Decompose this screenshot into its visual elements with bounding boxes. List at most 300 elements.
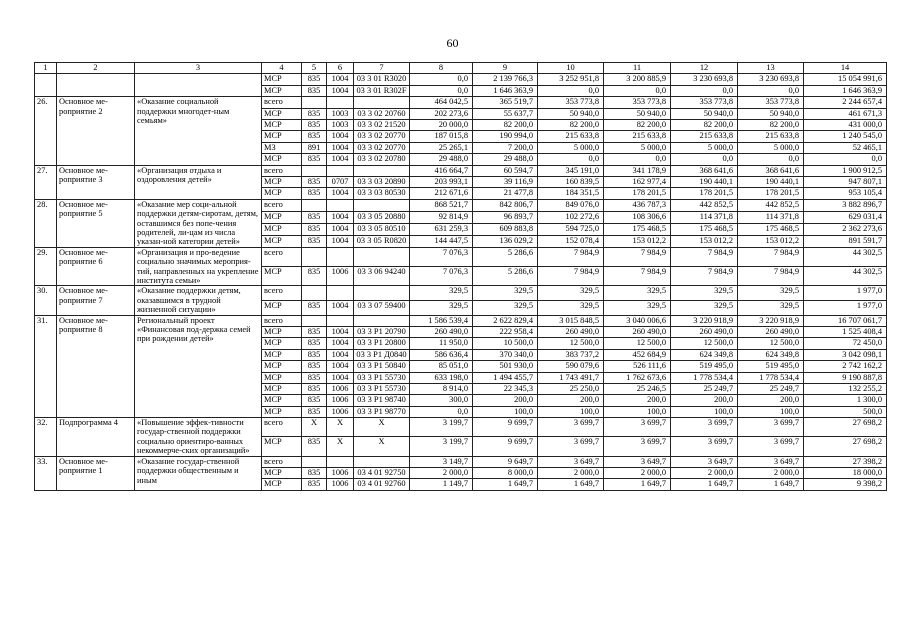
amount-cell: 82 200,0	[738, 119, 804, 130]
event-name-cell: Основное ме-роприятие 1	[57, 456, 135, 490]
amount-cell: 501 930,0	[473, 361, 538, 372]
ministry-code-cell: 835	[302, 349, 327, 360]
amount-cell: 18 000,0	[804, 468, 887, 479]
amount-cell: 7 984,9	[671, 267, 738, 286]
section-code-cell: 1004	[327, 300, 354, 315]
amount-cell: 175 468,5	[671, 223, 738, 235]
amount-cell: 108 306,6	[604, 211, 671, 223]
target-article-cell: 03 3 02 20780	[354, 154, 410, 165]
column-number-header: 4	[262, 63, 302, 74]
amount-cell: 1 778 534,4	[671, 372, 738, 383]
executor-cell: МСР	[262, 131, 302, 142]
column-number-header: 8	[410, 63, 473, 74]
target-article-cell	[354, 315, 410, 326]
amount-cell: 0,0	[538, 154, 604, 165]
budget-table	[34, 62, 887, 491]
amount-cell: 21 477,8	[473, 188, 538, 199]
amount-cell: 0,0	[671, 85, 738, 96]
target-article-cell: 03 3 02 20770	[354, 142, 410, 153]
amount-cell: 50 940,0	[738, 108, 804, 119]
event-description-cell: «Оказание поддержки детям, оказавшимся в трудной жизненной ситуации»	[135, 286, 262, 315]
amount-cell: 215 633,8	[738, 131, 804, 142]
amount-cell: 300,0	[410, 395, 473, 406]
amount-cell: 3 699,7	[671, 437, 738, 456]
amount-cell: 260 490,0	[671, 326, 738, 337]
event-description-cell: «Организация отдыха и оздоровления детей»	[135, 165, 262, 199]
amount-cell: 442 852,5	[671, 199, 738, 211]
section-code-cell: 1006	[327, 395, 354, 406]
executor-cell: МСР	[262, 267, 302, 286]
event-description-cell: «Оказание государ-ственной поддержки общественным и иным	[135, 456, 262, 490]
amount-cell: 3 699,7	[671, 418, 738, 437]
amount-cell: 260 490,0	[604, 326, 671, 337]
row-number-cell: 29.	[35, 247, 57, 286]
amount-cell: 2 000,0	[671, 468, 738, 479]
event-name-cell	[57, 74, 135, 97]
amount-cell: 200,0	[604, 395, 671, 406]
target-article-cell: 03 4 01 92750	[354, 468, 410, 479]
amount-cell: 50 940,0	[604, 108, 671, 119]
target-article-cell	[354, 97, 410, 108]
amount-cell: 0,0	[604, 154, 671, 165]
amount-cell: 2 000,0	[538, 468, 604, 479]
executor-cell: МСР	[262, 361, 302, 372]
event-name-cell: Основное ме-роприятие 8	[57, 315, 135, 418]
amount-cell: 436 787,3	[604, 199, 671, 211]
executor-cell: МСР	[262, 437, 302, 456]
amount-cell: 2 244 657,4	[804, 97, 887, 108]
amount-cell: 3 199,7	[410, 437, 473, 456]
amount-cell: 152 078,4	[538, 235, 604, 247]
amount-cell: 953 105,4	[804, 188, 887, 199]
executor-cell: всего	[262, 165, 302, 176]
target-article-cell	[354, 456, 410, 467]
amount-cell: 39 116,9	[473, 176, 538, 187]
table-row	[35, 199, 887, 211]
amount-cell: 329,5	[671, 300, 738, 315]
ministry-code-cell: 835	[302, 395, 327, 406]
amount-cell: 329,5	[410, 300, 473, 315]
amount-cell: 200,0	[738, 395, 804, 406]
column-number-header: 7	[354, 63, 410, 74]
row-number-cell	[35, 74, 57, 97]
amount-cell: 3 699,7	[538, 418, 604, 437]
target-article-cell: 03 4 01 92760	[354, 479, 410, 490]
amount-cell: 85 051,0	[410, 361, 473, 372]
section-code-cell: 1004	[327, 326, 354, 337]
amount-cell: 3 200 885,9	[604, 74, 671, 85]
target-article-cell: 03 3 07 59400	[354, 300, 410, 315]
target-article-cell: 03 3 05 20880	[354, 211, 410, 223]
amount-cell: 50 940,0	[538, 108, 604, 119]
amount-cell: 190 440,1	[671, 176, 738, 187]
target-article-cell	[354, 165, 410, 176]
section-code-cell: 1006	[327, 468, 354, 479]
amount-cell: 7 984,9	[604, 267, 671, 286]
amount-cell: 365 519,7	[473, 97, 538, 108]
section-code-cell: X	[327, 437, 354, 456]
amount-cell: 1 649,7	[738, 479, 804, 490]
amount-cell: 50 940,0	[671, 108, 738, 119]
amount-cell: 144 447,5	[410, 235, 473, 247]
ministry-code-cell	[302, 315, 327, 326]
ministry-code-cell: 835	[302, 338, 327, 349]
amount-cell: 1 646 363,9	[473, 85, 538, 96]
amount-cell: 200,0	[473, 395, 538, 406]
column-number-header: 14	[804, 63, 887, 74]
section-code-cell: 1004	[327, 372, 354, 383]
amount-cell: 100,0	[671, 406, 738, 417]
amount-cell: 153 012,2	[738, 235, 804, 247]
amount-cell: 1 586 539,4	[410, 315, 473, 326]
amount-cell: 0,0	[738, 154, 804, 165]
executor-cell: всего	[262, 286, 302, 301]
amount-cell: 3 220 918,9	[738, 315, 804, 326]
section-code-cell: 1004	[327, 211, 354, 223]
amount-cell: 629 031,4	[804, 211, 887, 223]
ministry-code-cell	[302, 199, 327, 211]
amount-cell: 178 201,5	[604, 188, 671, 199]
amount-cell: 842 806,7	[473, 199, 538, 211]
amount-cell: 1 649,7	[538, 479, 604, 490]
amount-cell: 3 649,7	[604, 456, 671, 467]
amount-cell: 5 000,0	[538, 142, 604, 153]
amount-cell: 609 883,8	[473, 223, 538, 235]
executor-cell: МЗ	[262, 142, 302, 153]
amount-cell: 631 259,3	[410, 223, 473, 235]
amount-cell: 329,5	[473, 286, 538, 301]
amount-cell: 102 272,6	[538, 211, 604, 223]
target-article-cell: 03 3 P1 98740	[354, 395, 410, 406]
section-code-cell	[327, 286, 354, 301]
executor-cell: всего	[262, 418, 302, 437]
ministry-code-cell: 835	[302, 154, 327, 165]
amount-cell: 7 984,9	[538, 247, 604, 266]
target-article-cell: X	[354, 418, 410, 437]
target-article-cell	[354, 286, 410, 301]
row-number-cell: 27.	[35, 165, 57, 199]
event-name-cell: Основное ме-роприятие 7	[57, 286, 135, 315]
executor-cell: МСР	[262, 188, 302, 199]
row-number-cell: 32.	[35, 418, 57, 457]
target-article-cell: 03 3 P1 55730	[354, 383, 410, 394]
executor-cell: МСР	[262, 108, 302, 119]
table-row	[35, 165, 887, 176]
amount-cell: 1 762 673,6	[604, 372, 671, 383]
amount-cell: 12 500,0	[538, 338, 604, 349]
amount-cell: 22 345,3	[473, 383, 538, 394]
section-code-cell: 1004	[327, 235, 354, 247]
amount-cell: 153 012,2	[604, 235, 671, 247]
amount-cell: 1 649,7	[604, 479, 671, 490]
amount-cell: 29 488,0	[473, 154, 538, 165]
amount-cell: 3 649,7	[738, 456, 804, 467]
target-article-cell	[354, 247, 410, 266]
ministry-code-cell: 835	[302, 74, 327, 85]
event-name-cell: Основное ме-роприятие 3	[57, 165, 135, 199]
event-name-cell: Основное ме-роприятие 6	[57, 247, 135, 286]
column-number-header: 13	[738, 63, 804, 74]
amount-cell: 100,0	[538, 406, 604, 417]
amount-cell: 329,5	[671, 286, 738, 301]
event-description-cell: «Оказание социальной поддержки многодет-ным семьям»	[135, 97, 262, 165]
table-row	[35, 315, 887, 326]
amount-cell: 7 984,9	[738, 247, 804, 266]
executor-cell: МСР	[262, 223, 302, 235]
ministry-code-cell: 835	[302, 479, 327, 490]
section-code-cell: 1004	[327, 154, 354, 165]
amount-cell: 27 698,2	[804, 418, 887, 437]
amount-cell: 1 494 455,7	[473, 372, 538, 383]
executor-cell: всего	[262, 199, 302, 211]
target-article-cell: 03 3 01 R302F	[354, 85, 410, 96]
amount-cell: 29 488,0	[410, 154, 473, 165]
section-code-cell: 1004	[327, 131, 354, 142]
column-number-header: 5	[302, 63, 327, 74]
section-code-cell: 1006	[327, 479, 354, 490]
amount-cell: 329,5	[538, 300, 604, 315]
amount-cell: 12 500,0	[604, 338, 671, 349]
amount-cell: 212 671,6	[410, 188, 473, 199]
target-article-cell: 03 3 05 R0820	[354, 235, 410, 247]
amount-cell: 9 649,7	[473, 456, 538, 467]
ministry-code-cell: 835	[302, 468, 327, 479]
amount-cell: 0,0	[410, 74, 473, 85]
target-article-cell: 03 3 02 20760	[354, 108, 410, 119]
amount-cell: 7 984,9	[538, 267, 604, 286]
amount-cell: 329,5	[738, 286, 804, 301]
amount-cell: 100,0	[604, 406, 671, 417]
event-name-cell: Подпрограмма 4	[57, 418, 135, 457]
amount-cell: 1 900 912,5	[804, 165, 887, 176]
executor-cell: МСР	[262, 235, 302, 247]
column-number-header: 3	[135, 63, 262, 74]
amount-cell: 624 349,8	[738, 349, 804, 360]
amount-cell: 7 076,3	[410, 267, 473, 286]
executor-cell: МСР	[262, 338, 302, 349]
executor-cell: всего	[262, 97, 302, 108]
target-article-cell: 03 3 01 R3020	[354, 74, 410, 85]
executor-cell: МСР	[262, 74, 302, 85]
ministry-code-cell: 835	[302, 326, 327, 337]
amount-cell: 526 111,6	[604, 361, 671, 372]
amount-cell: 260 490,0	[410, 326, 473, 337]
section-code-cell: 1006	[327, 383, 354, 394]
amount-cell: 55 637,7	[473, 108, 538, 119]
table-row	[35, 286, 887, 301]
ministry-code-cell: 835	[302, 235, 327, 247]
amount-cell: 2 000,0	[738, 468, 804, 479]
amount-cell: 1 649,7	[473, 479, 538, 490]
ministry-code-cell	[302, 247, 327, 266]
target-article-cell: 03 3 05 80510	[354, 223, 410, 235]
amount-cell: 329,5	[604, 286, 671, 301]
executor-cell: МСР	[262, 395, 302, 406]
target-article-cell: 03 3 02 21520	[354, 119, 410, 130]
column-number-header: 2	[57, 63, 135, 74]
amount-cell: 27 698,2	[804, 437, 887, 456]
page-number: 60	[446, 36, 459, 50]
executor-cell: МСР	[262, 154, 302, 165]
section-code-cell: 1004	[327, 349, 354, 360]
amount-cell: 52 465,1	[804, 142, 887, 153]
executor-cell: МСР	[262, 468, 302, 479]
amount-cell: 160 839,5	[538, 176, 604, 187]
amount-cell: 586 636,4	[410, 349, 473, 360]
amount-cell: 7 984,9	[604, 247, 671, 266]
amount-cell: 162 977,4	[604, 176, 671, 187]
amount-cell: 190 440,1	[738, 176, 804, 187]
amount-cell: 7 984,9	[671, 247, 738, 266]
target-article-cell: 03 3 P1 50840	[354, 361, 410, 372]
amount-cell: 5 000,0	[604, 142, 671, 153]
amount-cell: 1 300,0	[804, 395, 887, 406]
amount-cell: 178 201,5	[671, 188, 738, 199]
amount-cell: 2 622 829,4	[473, 315, 538, 326]
amount-cell: 329,5	[538, 286, 604, 301]
amount-cell: 9 699,7	[473, 418, 538, 437]
ministry-code-cell: 835	[302, 223, 327, 235]
section-code-cell: 1004	[327, 85, 354, 96]
amount-cell: 353 773,8	[604, 97, 671, 108]
target-article-cell: X	[354, 437, 410, 456]
amount-cell: 353 773,8	[671, 97, 738, 108]
executor-cell: МСР	[262, 211, 302, 223]
column-number-header: 6	[327, 63, 354, 74]
amount-cell: 12 500,0	[738, 338, 804, 349]
amount-cell: 0,0	[804, 154, 887, 165]
amount-cell: 9 699,7	[473, 437, 538, 456]
amount-cell: 3 040 006,6	[604, 315, 671, 326]
executor-cell: МСР	[262, 383, 302, 394]
section-code-cell	[327, 315, 354, 326]
executor-cell: МСР	[262, 326, 302, 337]
amount-cell: 5 000,0	[671, 142, 738, 153]
amount-cell: 370 340,0	[473, 349, 538, 360]
amount-cell: 3 699,7	[604, 437, 671, 456]
amount-cell: 12 500,0	[671, 338, 738, 349]
event-description-cell: «Повышение эффек-тивности государ-ственной поддержки социально ориентиро-ванных некоммерче-ских организаций»	[135, 418, 262, 457]
row-number-cell: 33.	[35, 456, 57, 490]
ministry-code-cell: 835	[302, 188, 327, 199]
amount-cell: 260 490,0	[738, 326, 804, 337]
amount-cell: 10 500,0	[473, 338, 538, 349]
amount-cell: 3 220 918,9	[671, 315, 738, 326]
column-number-header: 12	[671, 63, 738, 74]
ministry-code-cell: 835	[302, 119, 327, 130]
amount-cell: 3 699,7	[604, 418, 671, 437]
ministry-code-cell: 835	[302, 176, 327, 187]
amount-cell: 3 042 098,1	[804, 349, 887, 360]
ministry-code-cell: X	[302, 418, 327, 437]
amount-cell: 442 852,5	[738, 199, 804, 211]
amount-cell: 2 742 162,2	[804, 361, 887, 372]
target-article-cell: 03 3 P1 20790	[354, 326, 410, 337]
event-description-cell: «Организация и про-ведение социально значимых мероприя-тий, направленных на укрепление института семьи»	[135, 247, 262, 286]
amount-cell: 7 984,9	[738, 267, 804, 286]
ministry-code-cell: 835	[302, 372, 327, 383]
executor-cell: всего	[262, 456, 302, 467]
section-code-cell	[327, 97, 354, 108]
amount-cell: 1 525 408,4	[804, 326, 887, 337]
amount-cell: 27 398,2	[804, 456, 887, 467]
amount-cell: 464 042,5	[410, 97, 473, 108]
executor-cell: МСР	[262, 406, 302, 417]
amount-cell: 0,0	[604, 85, 671, 96]
amount-cell: 25 249,7	[738, 383, 804, 394]
row-number-cell: 31.	[35, 315, 57, 418]
executor-cell: МСР	[262, 176, 302, 187]
amount-cell: 947 807,1	[804, 176, 887, 187]
column-number-header: 1	[35, 63, 57, 74]
ministry-code-cell	[302, 97, 327, 108]
amount-cell: 60 594,7	[473, 165, 538, 176]
amount-cell: 114 371,8	[671, 211, 738, 223]
amount-cell: 3 699,7	[538, 437, 604, 456]
section-code-cell: 1004	[327, 223, 354, 235]
amount-cell: 175 468,5	[738, 223, 804, 235]
amount-cell: 1 778 534,4	[738, 372, 804, 383]
amount-cell: 20 000,0	[410, 119, 473, 130]
ministry-code-cell: 835	[302, 267, 327, 286]
amount-cell: 3 882 896,7	[804, 199, 887, 211]
section-code-cell	[327, 456, 354, 467]
amount-cell: 202 273,6	[410, 108, 473, 119]
amount-cell: 594 725,0	[538, 223, 604, 235]
amount-cell: 82 200,0	[604, 119, 671, 130]
column-number-header: 10	[538, 63, 604, 74]
section-code-cell: 1004	[327, 188, 354, 199]
amount-cell: 2 000,0	[410, 468, 473, 479]
amount-cell: 3 699,7	[738, 437, 804, 456]
amount-cell: 0,0	[410, 85, 473, 96]
amount-cell: 519 495,0	[738, 361, 804, 372]
ministry-code-cell	[302, 165, 327, 176]
amount-cell: 3 149,7	[410, 456, 473, 467]
amount-cell: 0,0	[738, 85, 804, 96]
amount-cell: 329,5	[473, 300, 538, 315]
table-row	[35, 456, 887, 467]
amount-cell: 92 814,9	[410, 211, 473, 223]
event-description-cell	[135, 74, 262, 97]
amount-cell: 3 649,7	[671, 456, 738, 467]
amount-cell: 9 398,2	[804, 479, 887, 490]
executor-cell: МСР	[262, 119, 302, 130]
amount-cell: 187 015,8	[410, 131, 473, 142]
amount-cell: 2 139 766,3	[473, 74, 538, 85]
target-article-cell: 03 3 P1 98770	[354, 406, 410, 417]
section-code-cell: 0707	[327, 176, 354, 187]
row-number-cell: 26.	[35, 97, 57, 165]
table-row	[35, 247, 887, 266]
section-code-cell: X	[327, 418, 354, 437]
target-article-cell: 03 3 02 20770	[354, 131, 410, 142]
amount-cell: 3 699,7	[738, 418, 804, 437]
amount-cell: 3 015 848,5	[538, 315, 604, 326]
ministry-code-cell: 835	[302, 361, 327, 372]
executor-cell: всего	[262, 247, 302, 266]
event-name-cell: Основное ме-роприятие 2	[57, 97, 135, 165]
amount-cell: 849 076,0	[538, 199, 604, 211]
amount-cell: 368 641,6	[671, 165, 738, 176]
amount-cell: 461 671,3	[804, 108, 887, 119]
amount-cell: 114 371,8	[738, 211, 804, 223]
amount-cell: 0,0	[538, 85, 604, 96]
amount-cell: 44 302,5	[804, 267, 887, 286]
amount-cell: 190 994,0	[473, 131, 538, 142]
amount-cell: 7 076,3	[410, 247, 473, 266]
amount-cell: 9 190 887,8	[804, 372, 887, 383]
